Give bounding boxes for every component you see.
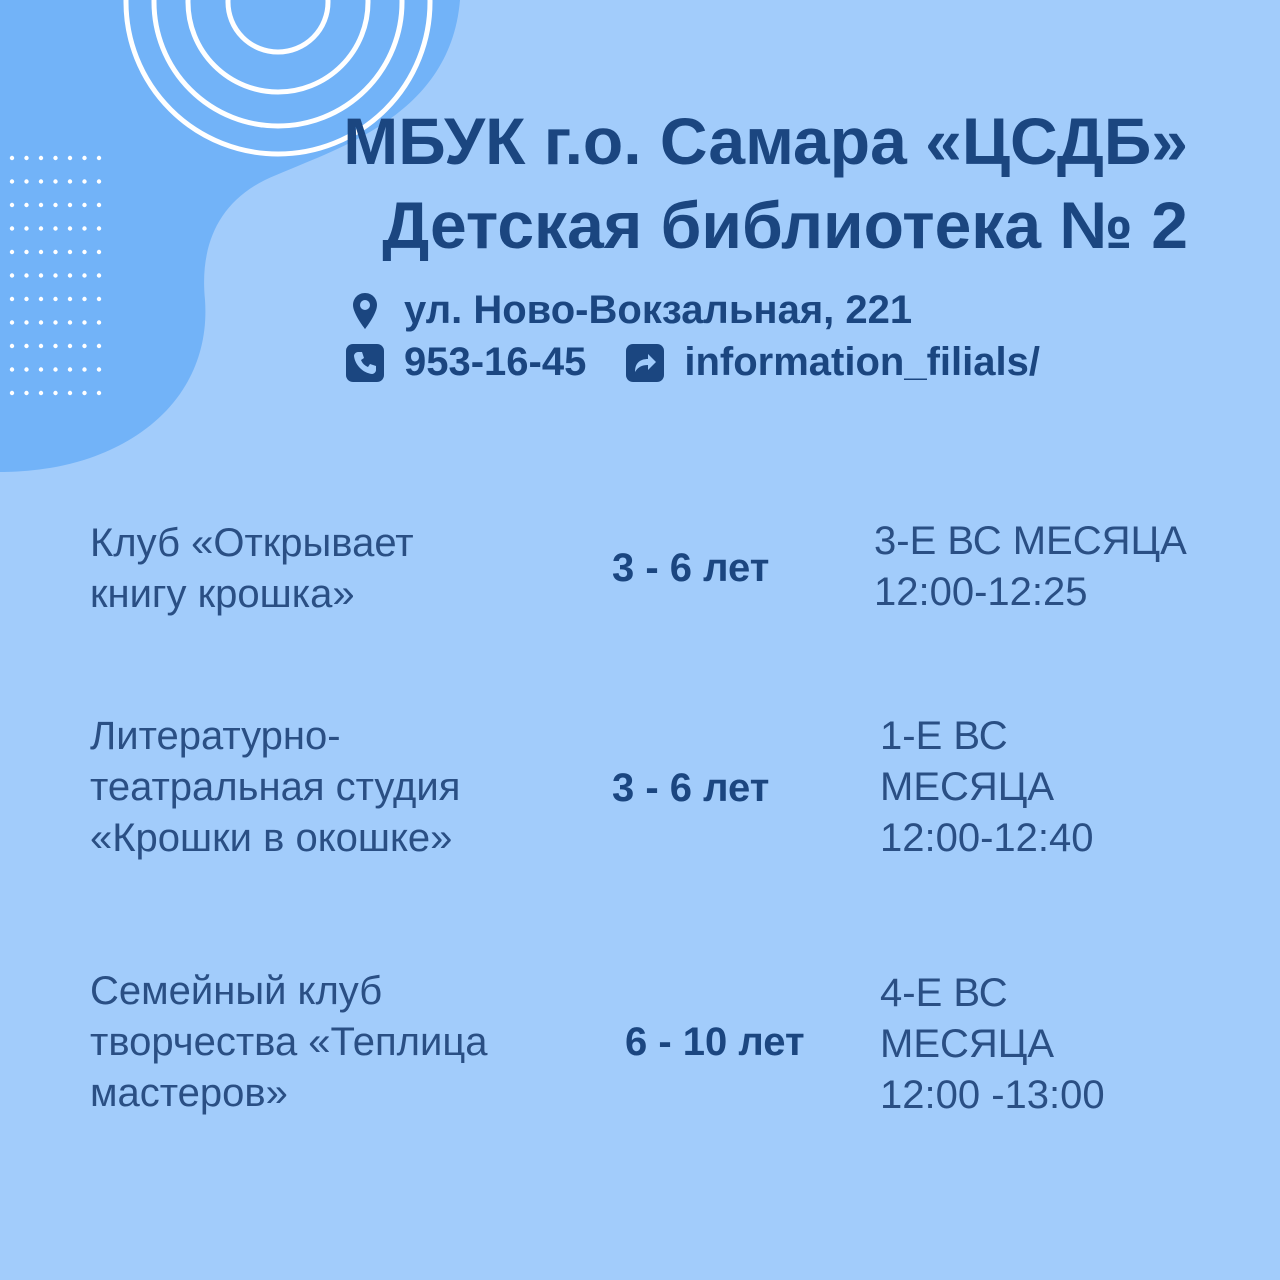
club-name: Клуб «Открывает книгу крошка» bbox=[90, 521, 414, 616]
dot bbox=[53, 179, 57, 183]
dot bbox=[39, 156, 43, 160]
dot bbox=[82, 179, 86, 183]
dot bbox=[82, 273, 86, 277]
address-text: ул. Ново-Вокзальная, 221 bbox=[404, 288, 913, 332]
dot bbox=[10, 297, 14, 301]
dot bbox=[97, 226, 101, 230]
age-range: 6 - 10 лет bbox=[625, 1020, 805, 1064]
dot bbox=[39, 344, 43, 348]
dot bbox=[10, 320, 14, 324]
dot bbox=[39, 226, 43, 230]
dot bbox=[97, 179, 101, 183]
dot bbox=[82, 320, 86, 324]
meeting-time: 4-Е ВС МЕСЯЦА 12:00 -13:00 bbox=[880, 971, 1105, 1117]
meeting-time: 3-Е ВС МЕСЯЦА 12:00-12:25 bbox=[874, 519, 1187, 614]
dot bbox=[68, 391, 72, 395]
dot bbox=[68, 320, 72, 324]
dot bbox=[53, 391, 57, 395]
dot bbox=[10, 250, 14, 254]
dot bbox=[10, 203, 14, 207]
phone-icon bbox=[346, 344, 384, 382]
dot bbox=[53, 273, 57, 277]
dot bbox=[82, 344, 86, 348]
club-name: Литературно- театральная студия «Крошки в окошке» bbox=[90, 714, 461, 860]
meeting-time: 1-Е ВС МЕСЯЦА 12:00-12:40 bbox=[880, 714, 1094, 860]
dot bbox=[24, 250, 28, 254]
dot bbox=[82, 203, 86, 207]
dot bbox=[53, 344, 57, 348]
dot bbox=[82, 297, 86, 301]
dot bbox=[97, 250, 101, 254]
dot bbox=[97, 344, 101, 348]
dot bbox=[53, 226, 57, 230]
dot bbox=[53, 367, 57, 371]
dot bbox=[68, 367, 72, 371]
club-name: Семейный клуб творчества «Теплица мастеров» bbox=[90, 969, 488, 1115]
share-arrow-icon bbox=[626, 344, 664, 382]
dot bbox=[39, 297, 43, 301]
dot bbox=[82, 156, 86, 160]
page-title-line-2: Детская библиотека № 2 bbox=[382, 188, 1188, 262]
address-row bbox=[352, 288, 912, 333]
dot bbox=[82, 226, 86, 230]
dot bbox=[97, 203, 101, 207]
dot bbox=[53, 297, 57, 301]
dot bbox=[24, 273, 28, 277]
dot bbox=[10, 273, 14, 277]
dot bbox=[24, 391, 28, 395]
page-title-line-1: МБУК г.о. Самара «ЦСДБ» bbox=[343, 104, 1188, 178]
age-range: 3 - 6 лет bbox=[612, 766, 770, 810]
dot bbox=[39, 179, 43, 183]
dot bbox=[39, 320, 43, 324]
dot bbox=[97, 320, 101, 324]
dot bbox=[68, 179, 72, 183]
age-range: 3 - 6 лет bbox=[612, 546, 770, 590]
dot bbox=[39, 367, 43, 371]
dot bbox=[24, 297, 28, 301]
dot bbox=[68, 203, 72, 207]
dot bbox=[97, 156, 101, 160]
dot bbox=[10, 179, 14, 183]
dot bbox=[39, 273, 43, 277]
dot bbox=[24, 156, 28, 160]
dot bbox=[82, 250, 86, 254]
dot bbox=[24, 344, 28, 348]
dot bbox=[97, 391, 101, 395]
dot bbox=[24, 367, 28, 371]
website-link[interactable]: information_filials/ bbox=[684, 340, 1040, 384]
phone-number[interactable]: 953-16-45 bbox=[404, 340, 587, 384]
dot bbox=[10, 156, 14, 160]
dot bbox=[68, 273, 72, 277]
dot bbox=[24, 203, 28, 207]
dot bbox=[24, 226, 28, 230]
dot bbox=[68, 250, 72, 254]
dot bbox=[39, 391, 43, 395]
dot bbox=[53, 320, 57, 324]
dot bbox=[68, 297, 72, 301]
dot bbox=[82, 391, 86, 395]
dot bbox=[10, 344, 14, 348]
dot bbox=[10, 367, 14, 371]
dot bbox=[10, 226, 14, 230]
dot bbox=[82, 367, 86, 371]
dot bbox=[68, 226, 72, 230]
dot bbox=[97, 297, 101, 301]
dot bbox=[97, 367, 101, 371]
dot bbox=[97, 273, 101, 277]
dot bbox=[10, 391, 14, 395]
dot bbox=[68, 344, 72, 348]
dot bbox=[53, 156, 57, 160]
phone-website-row bbox=[346, 340, 1040, 385]
dot bbox=[68, 156, 72, 160]
dot bbox=[53, 203, 57, 207]
map-pin-icon bbox=[352, 292, 378, 330]
dot bbox=[24, 320, 28, 324]
dot bbox=[53, 250, 57, 254]
dot bbox=[39, 203, 43, 207]
dot bbox=[24, 179, 28, 183]
dot bbox=[39, 250, 43, 254]
